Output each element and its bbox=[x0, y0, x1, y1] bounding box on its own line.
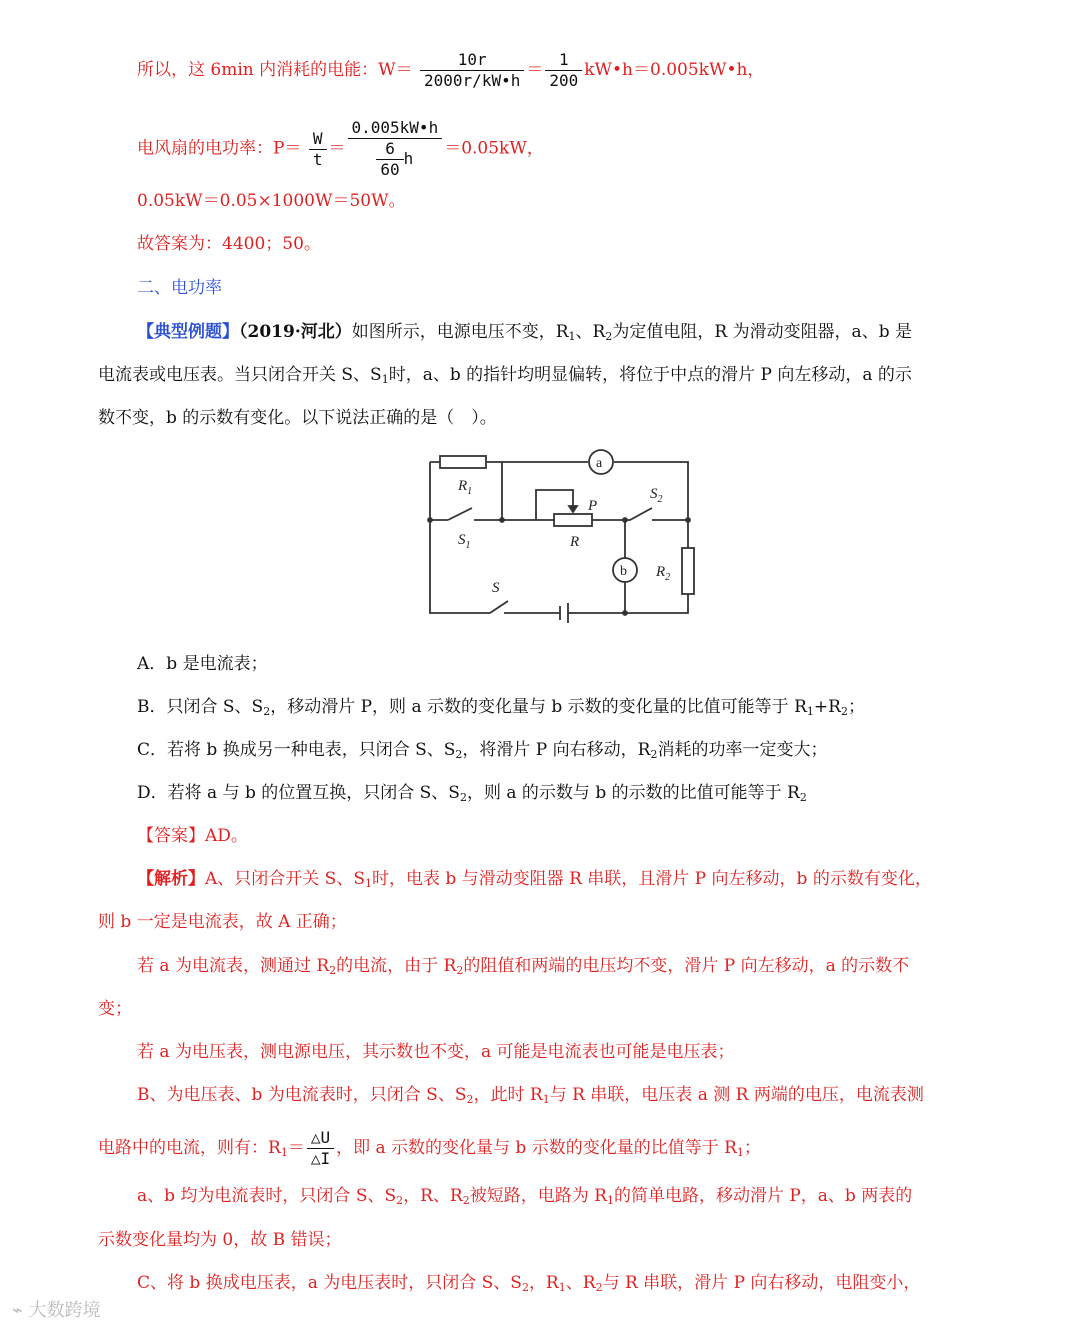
resistor-r2 bbox=[682, 548, 694, 594]
label-r2: $R_2$ bbox=[656, 564, 671, 583]
analysis-p1-line2: 则 b 一定是电流表，故 A 正确； bbox=[98, 912, 347, 932]
label-s2: $S_2$ bbox=[650, 486, 663, 505]
label-s: S bbox=[492, 580, 500, 596]
example-line-3: 数不变，b 的示数有变化。以下说法正确的是（ ）。 bbox=[98, 408, 497, 428]
analysis-p2-line2: 变； bbox=[98, 999, 132, 1019]
energy-calc-line: 所以，这 6min 内消耗的电能：W＝ $\frac{10r}{2000r/kW•h}$ ＝ $\frac{1}{200}$ kW•h＝0.005kW•h， bbox=[137, 50, 765, 90]
option-a: A．b 是电流表； bbox=[137, 654, 268, 674]
resistor-r1 bbox=[440, 456, 486, 468]
label-r1: $R_1$ bbox=[458, 478, 473, 497]
delta-fraction: $\frac{\triangle U}{\triangle I}$ bbox=[307, 1128, 334, 1169]
analysis-p4-line2: 电路中的电流，则有：$R_1=$ $\frac{\triangle U}{\triangle I}$ ，即 a 示数的变化量与 b 示数的变化量的比值等于 $R_1$； bbox=[98, 1128, 761, 1168]
option-b: B．只闭合 S、$S_2$，移动滑片 P，则 a 示数的变化量与 b 示数的变化量的比值可能等于 $R_1+R_2$； bbox=[137, 697, 865, 718]
conversion-line: 0.05kW＝0.05×1000W＝50W。 bbox=[137, 191, 406, 211]
option-c: C．若将 b 换成另一种电表，只闭合 S、$S_2$，将滑片 P 向右移动，$R_2$消耗的功率一定变大； bbox=[137, 740, 828, 761]
analysis-p4-line1: B、为电压表、b 为电流表时，只闭合 S、$S_2$，此时 $R_1$与 R 串联，电压表 a 测 R 两端的电压，电流表测 bbox=[137, 1085, 924, 1106]
example-line-1: 【典型例题】（2019·河北）如图所示，电源电压不变，$R_1$、$R_2$为定值电阻，R 为滑动变阻器，a、b 是 bbox=[137, 322, 912, 343]
label-a: a bbox=[596, 456, 603, 471]
energy-fraction-1: $\frac{10r}{2000r/kW•h}$ bbox=[420, 50, 524, 91]
analysis-p5-line1: a、b 均为电流表时，只闭合 S、$S_2$，R、$R_2$被短路，电路为 $R_1$的简单电路，移动滑片 P，a、b 两表的 bbox=[137, 1186, 913, 1207]
answer-line: 故答案为：4400；50。 bbox=[137, 234, 321, 254]
option-d: D．若将 a 与 b 的位置互换，只闭合 S、$S_2$，则 a 的示数与 b 的示数的比值可能等于 $R_2$ bbox=[137, 783, 807, 804]
analysis-p1-line1: 【解析】A、只闭合开关 S、$S_1$时，电表 b 与滑动变阻器 R 串联，且滑片 P 向左移动，b 的示数有变化， bbox=[137, 869, 932, 890]
power-calc-line: 电风扇的电功率：P＝ $\frac{W}{t}$ ＝ 0.005kW•h $\frac{6}{60}$ h ＝0.05kW， bbox=[137, 118, 544, 179]
energy-fraction-2: $\frac{1}{200}$ bbox=[545, 50, 582, 91]
analysis-p3: 若 a 为电压表，测电源电压，其示数也不变，a 可能是电流表也可能是电压表； bbox=[137, 1042, 735, 1062]
rheostat-r bbox=[554, 514, 592, 526]
power-prefix: 电风扇的电功率：P＝ bbox=[137, 138, 302, 159]
analysis-p5-line2: 示数变化量均为 0，故 B 错误； bbox=[98, 1230, 342, 1250]
label-s1: $S_1$ bbox=[458, 532, 471, 551]
power-suffix: ＝0.05kW， bbox=[444, 138, 544, 159]
analysis-p6: C、将 b 换成电压表，a 为电压表时，只闭合 S、$S_2$，$R_1$、$R_2$与 R 串联，滑片 P 向右移动，电阻变小， bbox=[137, 1273, 921, 1294]
circuit-diagram bbox=[420, 448, 706, 628]
watermark-logo-icon: ⌁ bbox=[12, 1300, 23, 1321]
label-b: b bbox=[620, 564, 627, 579]
power-value-fraction: 0.005kW•h $\frac{6}{60}$ h bbox=[348, 118, 443, 180]
label-r: R bbox=[570, 534, 580, 550]
energy-prefix: 所以，这 6min 内消耗的电能：W＝ bbox=[137, 60, 413, 80]
example-tag: 【典型例题】 bbox=[137, 322, 239, 342]
example-line-2: 电流表或电压表。当只闭合开关 S、$S_1$时，a、b 的指针均明显偏转，将位于中点的滑片 P 向左移动，a 的示 bbox=[98, 365, 912, 386]
section-title: 二、电功率 bbox=[137, 278, 222, 298]
watermark: ⌁ 大数跨境 bbox=[12, 1300, 101, 1321]
label-p: P bbox=[588, 498, 598, 514]
energy-suffix: kW•h＝0.005kW•h， bbox=[584, 60, 765, 80]
answer-text: 【答案】AD。 bbox=[137, 826, 248, 846]
analysis-p2-line1: 若 a 为电流表，测通过 $R_2$的电流，由于 $R_2$的阻值和两端的电压均不变，滑片 P 向左移动，a 的示数不 bbox=[137, 956, 910, 977]
example-source: （2019·河北） bbox=[239, 322, 352, 342]
power-wt-fraction: $\frac{W}{t}$ bbox=[309, 129, 327, 170]
